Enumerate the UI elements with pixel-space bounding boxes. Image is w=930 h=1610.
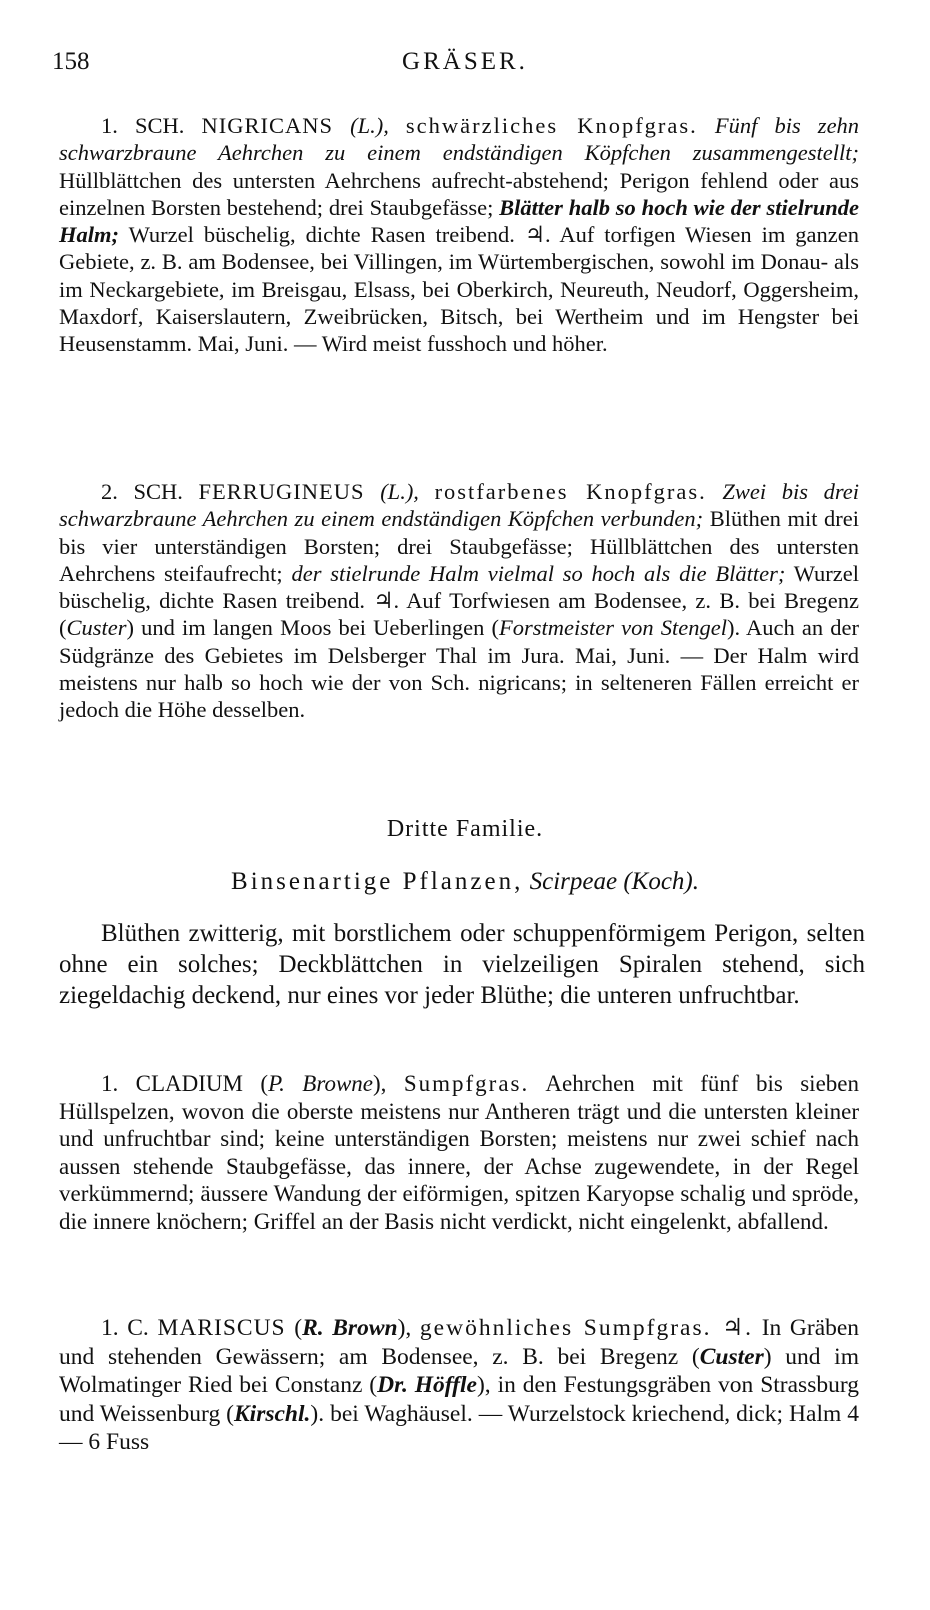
species-name: NIGRICANS (201, 113, 333, 138)
family-description: Blüthen zwitterig, mit borstlichem oder schuppenförmigem Perigon, selten ohne ein solches; Deckblättchen in vielzeiligen Spiralen stehend, sich ziegeldachig deckend, nur eines vor jeder Blüthe; die unteren unfruchtbar. (59, 920, 865, 1009)
collector-stengel: Forstmeister von Stengel (498, 615, 727, 641)
habitat-text: In Gräben und stehenden Gewässern; am Bodensee, z. B. bei Bregenz ( (59, 1315, 860, 1370)
habitat-text-3: ). Auch an der Südgränze des Gebietes im Delsberger Thal im Jura. Mai, Juni. — Der Halm wird meistens nur halb so hoch wie der von Sch. nigricans; in selteneren Fällen erreicht er jedoch die Höhe desselben. (59, 615, 860, 723)
author-citation: (L.), (380, 479, 419, 504)
paren-close: ), (373, 1071, 387, 1096)
family-ordinal: Dritte Familie. (386, 816, 544, 842)
genus-label: 1. CLADIUM (101, 1071, 243, 1096)
genus-common-name: Sumpfgras. (403, 1071, 530, 1096)
habitat-text: Wurzel büschelig, dichte Rasen treibend. ♃. Auf Torfwiesen am Bodensee, z. B. bei Bregenz ( (59, 560, 859, 641)
species-name: MARISCUS (157, 1315, 286, 1341)
species-entry-nigricans (59, 112, 859, 358)
species-entry-mariscus (59, 1314, 859, 1457)
author-citation: (L.), (350, 113, 389, 138)
habitat-text-2: ) und im Wolmatinger Ried bei Constanz ( (59, 1343, 859, 1398)
habitat-text-2: ) und im langen Moos bei Ueberlingen ( (126, 615, 499, 641)
species-entry-ferrugineus (59, 478, 859, 724)
collector-kirschl: Kirschl. (234, 1400, 311, 1427)
paren-open: ( (294, 1315, 303, 1341)
entry-number: 1. (101, 113, 118, 138)
genus-author: P. Browne (268, 1071, 373, 1096)
genus-abbrev: SCH. (133, 479, 183, 504)
diagnosis-italic-2: der stielrunde Halm vielmal so hoch als die Blätter; (291, 560, 786, 586)
running-title: GRÄSER. (402, 48, 528, 75)
genus-abbrev: SCH. (134, 113, 185, 138)
collector-hoefle: Dr. Höffle (377, 1372, 477, 1398)
habitat-text-4: ). bei Waghäusel. — Wurzelstock kriechend, dick; Halm 4 — 6 Fuss (59, 1400, 859, 1455)
diagnosis-text: Blüthen mit drei bis vier unterständigen Borsten; drei Staubgefässe; Hüllblättchen des untersten Aehrchens steifaufrecht; (59, 506, 860, 586)
collector-custer: Custer (66, 615, 127, 641)
common-name: rostfarbenes Knopfgras. (434, 479, 707, 504)
diagnosis-italic: Fünf bis zehn schwarzbraune Aehrchen zu einem endständigen Köpfchen zusammengestellt; (59, 113, 860, 166)
collector-custer: Custer (699, 1343, 764, 1370)
paren-open: ( (260, 1071, 269, 1096)
common-name: gewöhnliches Sumpfgras. ♃. (419, 1315, 754, 1341)
family-name: Binsenartige Pflanzen, (231, 868, 524, 895)
author-citation: R. Brown (302, 1315, 398, 1341)
genus-description: Aehrchen mit fünf bis sieben Hüllspelzen, wovon die oberste meistens nur Antheren trägt und die untersten kleiner und unfruchtbar sind; keine unterständigen Borsten; meistens nur zwei schief nach aussen stehende Staubgefässe, das innere, der Achse zugewendete, in der Regel verkümmernd; äussere Wandung der eiförmigen, spitzen Karyopse schalig und spröde, die innere knöchern; Griffel an der Basis nicht verdickt, nicht eingelenkt, abfallend. (59, 1071, 859, 1234)
entry-number: 1. C. (101, 1315, 149, 1341)
paren-close: ), (397, 1315, 412, 1341)
common-name: schwärzliches Knopfgras. (405, 113, 698, 138)
habitat-text-3: ), in den Festungsgräben von Strassburg und Weissenburg ( (59, 1372, 859, 1427)
diagnosis-text: Hüllblättchen des untersten Aehrchens aufrecht-abstehend; Perigon fehlend oder aus einzelnen Borsten bestehend; drei Staubgefässe; (59, 167, 859, 220)
diagnosis-italic-2: Blätter halb so hoch wie der stielrunde Halm; (59, 194, 860, 248)
page-number: 158 (52, 48, 90, 75)
family-heading (0, 868, 930, 896)
diagnosis-italic: Zwei bis drei schwarzbraune Aehrchen zu einem endständigen Köpfchen verbunden; (59, 479, 860, 532)
family-latin: Scirpeae (529, 868, 618, 895)
family-author: (Koch). (623, 868, 699, 895)
habitat-text: Wurzel büschelig, dichte Rasen treibend. ♃. Auf torfigen Wiesen im ganzen Gebiete, z. B. am Bodensee, bei Villingen, im Würtembergischen, sowohl im Donau- als im Neckargebiete, im Breisgau, Elsass, bei Oberkirch, Neureuth, Neudorf, Oggersheim, Maxdorf, Kaiserslautern, Zweibrücken, Bitsch, bei Wertheim und im Hengster bei Heusenstamm. Mai, Juni. — Wird meist fusshoch und höher. (59, 222, 860, 357)
entry-number: 2. (101, 479, 118, 504)
species-name: FERRUGINEUS (198, 479, 365, 504)
page-header (0, 48, 930, 84)
genus-entry-cladium (59, 1070, 859, 1235)
